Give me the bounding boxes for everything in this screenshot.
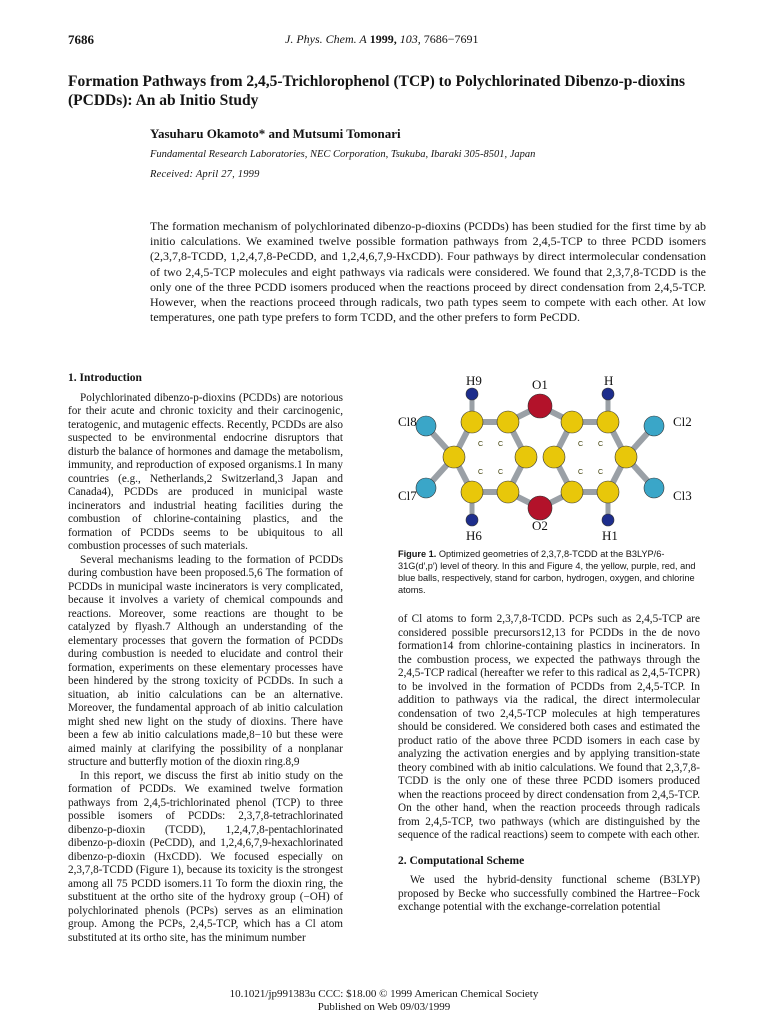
- carbon-atom: [543, 446, 565, 468]
- label-h9: H9: [466, 373, 482, 388]
- carbon-ring-label: C: [498, 441, 504, 448]
- carbon-atom: [497, 481, 519, 503]
- carbon-ring-labels: [478, 441, 603, 476]
- intro-paragraph-3: In this report, we discuss the first ab initio study on the formation of PCDDs. We examined twelve formation pathways from 2,4,5-trichlorinated phenol (TCP) to three possible isomers of PCDDs: 2,3,7,8-tetrachlorinated dibenzo-p-dioxin (TCDD), 1,2,4,7,8-pentachlorinated dibenzo-p-dioxin (PeCDD), and 1,2,4,6,7,9-hexachlorinated dibenzo-p-dioxin (HxCDD). We focused especially on 2,3,7,8-TCDD (Figure 1), because its toxicity is the strongest among all 75 PCDD isomers.11 To form the dioxin ring, the substituent at the ortho site of the hydroxy group (−OH) of polychlorinated phenols (PCPs) serves as an elimination group. Among the PCPs, 2,4,5-TCP, which has a Cl atom substituted at its ortho site, has the minimum number: [68, 769, 343, 944]
- carbon-ring-label: C: [598, 441, 604, 448]
- intro-paragraph-2: Several mechanisms leading to the formation of PCDDs during combustion have been proposed.5,6 The formation of PCDDs in municipal waste incinerators is very complicated, because it involves a variety of chemical compounds and reactions. Moreover, some reactions are thought to be catalyzed by flyash.7 Although an understanding of the elementary processes that govern the formation of PCDDs during combustion is needed to elucidate and control their formation, experiments on these elementary processes have been hindered by the strong toxicity of PCDDs. In such a situation, ab initio calculations can be an alternative. Moreover, the fundamental approach of ab initio calculation might shed new light on the study of dioxins. There have been a few ab initio calculations made,8−10 but these were aimed mainly at clarifying the possibility of a nonplanar structure and butterfly motion of the dioxin ring.8,9: [68, 553, 343, 768]
- received-date: Received: April 27, 1999: [150, 169, 260, 180]
- carbon-atom: [461, 481, 483, 503]
- carbon-ring-label: C: [478, 469, 484, 476]
- figure-caption: [398, 548, 704, 596]
- figure-label: Figure 1.: [398, 549, 437, 559]
- label-cl7: Cl7: [398, 488, 417, 503]
- carbon-ring-label: C: [498, 469, 504, 476]
- page-number: 7686: [68, 32, 94, 47]
- carbon-atom: [597, 411, 619, 433]
- carbon-ring-label: C: [578, 469, 584, 476]
- oxygen-atom: [528, 394, 552, 418]
- chlorine-atom: [644, 416, 664, 436]
- chlorine-atom: [416, 478, 436, 498]
- journal-citation: [285, 32, 479, 47]
- label-o2: O2: [532, 518, 548, 533]
- carbon-ring-label: C: [598, 469, 604, 476]
- carbon-atom: [597, 481, 619, 503]
- atoms: [416, 388, 664, 526]
- left-column: [68, 372, 343, 945]
- carbon-atom: [461, 411, 483, 433]
- hydrogen-atom: [466, 514, 478, 526]
- footer-doi: 10.1021/jp991383u CCC: $18.00 © 1999 American Chemical Society: [229, 988, 539, 1000]
- label-h6: H6: [466, 528, 482, 543]
- carbon-atom: [561, 481, 583, 503]
- label-h1: H1: [602, 528, 618, 543]
- carbon-ring-label: C: [478, 441, 484, 448]
- hydrogen-atom: [466, 388, 478, 400]
- carbon-atom: [515, 446, 537, 468]
- journal-name: J. Phys. Chem. A: [285, 32, 367, 46]
- carbon-ring-label: C: [578, 441, 584, 448]
- journal-pages: 7686−7691: [423, 32, 479, 46]
- introduction-heading: 1. Introduction: [68, 372, 142, 384]
- oxygen-atom: [528, 496, 552, 520]
- carbon-atom: [443, 446, 465, 468]
- hydrogen-atom: [602, 388, 614, 400]
- article-title: Formation Pathways from 2,4,5-Trichlorophenol (TCP) to Polychlorinated Dibenzo-p-dioxins (PCDDs): An ab Initio Study: [68, 73, 685, 109]
- section-spacer: [398, 843, 700, 855]
- molecule-diagram: [392, 370, 708, 545]
- computational-paragraph-1: We used the hybrid-density functional scheme (B3LYP) proposed by Becke who successfully combined the Hartree−Fock exchange potential with the exchange-correlation potential: [398, 874, 700, 913]
- footer-published: Published on Web 09/03/1999: [317, 1001, 451, 1013]
- carbon-atom: [497, 411, 519, 433]
- label-h: H: [604, 373, 614, 388]
- label-o1: O1: [532, 377, 548, 392]
- hydrogen-atom: [602, 514, 614, 526]
- label-cl8: Cl8: [398, 414, 417, 429]
- right-paragraph-1: of Cl atoms to form 2,3,7,8-TCDD. PCPs such as 2,4,5-TCP are considered possible precursors12,13 for PCDDs in the de novo formation14 from chlorine-containing plastics in incinerators. In the combustion process, we expected the pathways through the 2,4,5-TCP radical (hereafter we refer to this radical as 2,4,5-TCPR) to be involved in the formation of PCDDs from 2,4,5-TCP. In addition to pathways via the radical, the direct intermolecular condensation of two 2,4,5-TCP molecules at high temperatures should be considered. We considered both cases and estimated the product ratio of the above three PCDD isomers in each case by analyzing the activation energies and by applying transition-state theory combined with ab initio calculations. We found that 2,3,7,8-TCDD is the only one of these three PCDD isomers produced when the reactions proceed by direct condensation from 2,4,5-TCP. On the other hand, when the reaction proceeds through radicals from 2,4,5-TCP, two pathways (which are distinguished by the sequence of the radical reactions) seem to compete with each other.: [398, 613, 700, 841]
- figure-1: [392, 370, 708, 545]
- figure-caption-text: Optimized geometries of 2,3,7,8-TCDD at the B3LYP/6-31G(d′,p′) level of theory. In this and Figure 4, the yellow, purple, red, and blue balls, respectively, stand for carbon, hydrogen, oxygen, and chlorine atoms.: [398, 549, 696, 595]
- article-affiliation: Fundamental Research Laboratories, NEC Corporation, Tsukuba, Ibaraki 305-8501, Japan: [150, 149, 536, 160]
- carbon-atom: [615, 446, 637, 468]
- right-column: [398, 613, 700, 915]
- intro-paragraph-1: Polychlorinated dibenzo-p-dioxins (PCDDs) are notorious for their acute and chronic toxicity and their carcinogenic, teratogenic, and mutagenic effects. Recently, PCDDs are also suspected to be environmental endocrine disruptors that disturb the balance of hormones and damage the metabolism, immunity, and reproduction of exposed organisms.1 In many countries (e.g., Netherlands,2 Switzerland,3 Japan and Canada4), PCDDs are produced in municipal waste incinerators and industrial heating facilities during the combustion of chlorine-containing plastics, and the formation of PCDDs seems to be ubiquitous to all combustion processes of such materials.: [68, 391, 343, 552]
- carbon-atom: [561, 411, 583, 433]
- chlorine-atom: [416, 416, 436, 436]
- chlorine-atom: [644, 478, 664, 498]
- article-authors: Yasuharu Okamoto* and Mutsumi Tomonari: [150, 126, 401, 141]
- computational-heading: 2. Computational Scheme: [398, 854, 525, 867]
- abstract: The formation mechanism of polychlorinated dibenzo-p-dioxins (PCDDs) has been studied for the first time by ab initio calculations. We examined twelve possible formation pathways from 2,4,5-TCP to three PCDD isomers (2,3,7,8-TCDD, 1,2,4,7,8-PeCDD, and 1,2,4,6,7,9-HxCDD). Four pathways by direct intermolecular condensation of two 2,4,5-TCP molecules and eight pathways via radicals were considered. We found that 2,3,7,8-TCDD is the only one of the three PCDD isomers produced when the reactions proceed by direct condensation from 2,4,5-TCP. However, when the reactions proceed through radicals, two path types seem to compete with each other. At low temperatures, one path type prefers to form TCDD, and the other prefers to form PeCDD.: [150, 219, 706, 325]
- journal-volume: 103,: [399, 32, 421, 46]
- journal-year: 1999,: [369, 32, 397, 46]
- label-cl3: Cl3: [673, 488, 692, 503]
- label-cl2: Cl2: [673, 414, 692, 429]
